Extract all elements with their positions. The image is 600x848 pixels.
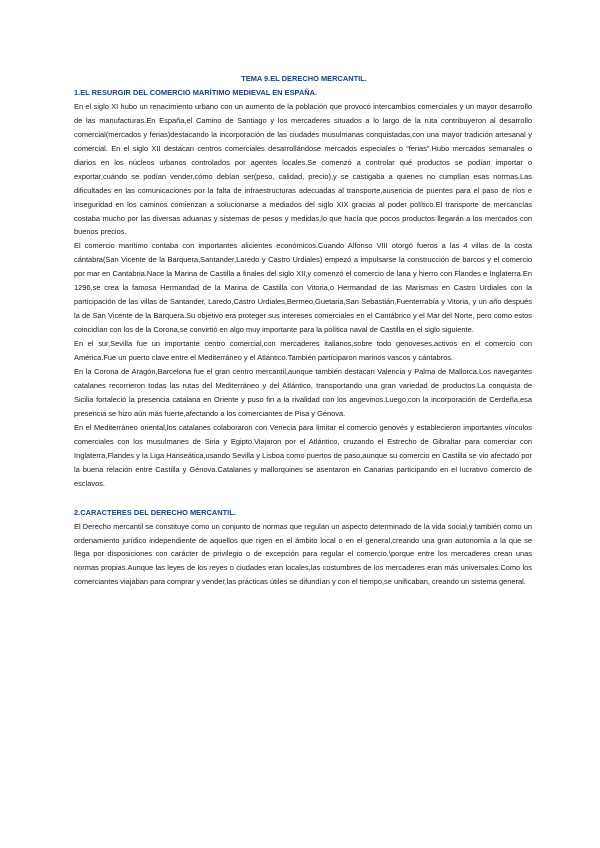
section-1-paragraph: En el sur,Sevilla fue un importante centro comercial,con mercaderes italianos,sobre todo genoveses,activos en el comercio con América.Fue un puerto clave entre el Mediterráneo y el Atlántico.También participaron marinos vascos y cántabros. [74,339,532,363]
section-2-heading: 2.CARACTERES DEL DERECHO MERCANTIL. [74,507,236,517]
section-1-paragraph: En la Corona de Aragón,Barcelona fue el gran centro mercantil,aunque también destacan Valencia y Palma de Mallorca.Los navegantes catalanes recorrieron todas las rutas del Mediterráneo y del Atlántico, transportando una gran variedad de productos.La conquista de Sicilia fortaleció la presencia catalana en Oriente y puso fin a la rivalidad con los angevinos.Luego,con la incorporación de Cerdeña,esa presencia se hizo aún más fuerte,afectando a los comerciantes de Pisa y Génova. [74,367,532,418]
section-1-paragraph: En el Mediterráneo oriental,los catalanes colaboraron con Venecia para limitar el comercio genovés y establecieron importantes vínculos comerciales con los musulmanes de Siria y Egipto.Viajaron por el Atlántico, cruzando el Estrecho de Gibraltar para comerciar con Inglaterra,Flandes y la Liga Hanseática,usando Sevilla y Lisboa como puertos de paso,aunque su comercio en Castilla se vio afectado por la buena relación entre Castilla y Génova.Catalanes y mallorquines se asentaron en Canarias participando en el lucrativo comercio de esclavos. [74,422,532,488]
section-2-paragraph: El Derecho mercantil se constituye como un conjunto de normas que regulan un aspecto determinado de la vida social,y también como un ordenamiento jurídico independiente de aquellos que rigen en el ámbito local o en el general,creando una gran autonomía a la que se llega por disposiciones con carácter de privilegio o de excepción para regular el comercio.\porque entre los mercaderes crean unas normas propias.Aunque las leyes de los reyes o ciudades eran locales,las costumbres de los mercaderes eran más universales.Como los comerciantes viajaban para comprar y vender,las prácticas útiles se difundían y con el tiempo,se unificaban, creando un sistema general. [74,521,532,587]
section-1-paragraph: En el siglo XI hubo un renacimiento urbano con un aumento de la población que provocó intercambios comerciales y un mayor desarrollo de las manufacturas.En España,el Camino de Santiago y los mercaderes situados a lo largo de la ruta contribuyeron al desarrollo comercial(mercados y ferias)destacando la incorporación de las ciudades musulmanas conquistadas,con una mayor tradición artesanal y comercial. En el siglo XII destacan centros comerciales desarrollándose mercados especiales o “ferias”.Hubo mercados semanales o diarios en los núcleos urbanos controlados por agentes locales.Se comenzó a controlar qué productos se podían importar o exportar,cuándo se podían vender,cómo debían ser(peso, calidad, precio),y se castigaba a quienes no cumplían esas normas.Las dificultades en las comunicaciones por la falta de infraestructuras adecuadas al transporte,ausencia de puentes para el paso de ríos e inseguridad en los caminos comienzan a solucionarse a mediados del siglo XIX gracias al poder político.El transporte de mercancías costaba mucho por las diversas aduanas y sistemas de pesos y medidas,lo que hacía que pocos productos llegarán a los mercados con buenos precios. [74,101,532,237]
section-1-heading: 1.EL RESURGIR DEL COMERCIO MARÍTIMO MEDIEVAL EN ESPAÑA. [74,87,318,97]
document-title: TEMA 9.EL DERECHO MERCANTIL. [241,74,367,83]
section-1-paragraph: El comercio marítimo contaba con importantes alicientes económicos.Cuando Alfonso VIII otorgó fueros a las 4 villas de la costa cántabra(San Vicente de la Barquera,Santander,Laredo y Castro Urdiales) empezó a impulsarse la construcción de barcos y el comercio por mar en Cantabria.Nace la Marina de Castilla a finales del siglo XII,y comenzó el comercio de lana y hierro con Flandes e Inglaterra.En 1296,se crea la famosa Hermandad de la Marina de Castilla con Vitoria,o Hermandad de las Marismas en Castro Urdiales con la participación de las villas de Santander, Laredo,Castro Urdiales,Bermeo,Guetaria,San Sebastián,Fuenterrabía y Vitoria, y un año después la de San Vicente de la Barquera.Su objetivo era proteger sus intereses comerciales en el Cantábrico y el Mar del Norte, pero como estos coincidían con los de la Corona,se convirtió en algo muy importante para la política naval de Castilla en el siglo siguiente. [74,241,532,335]
document-body [74,72,532,589]
